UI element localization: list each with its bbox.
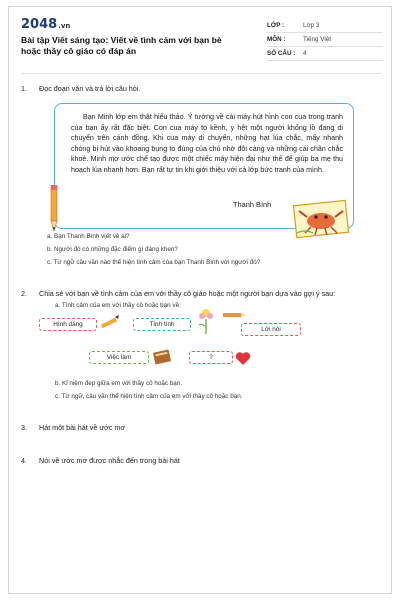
q1-sub-b: b. Người đó có những đặc điểm gì đáng khen?	[47, 246, 178, 253]
document-header	[21, 17, 381, 67]
question-text: Chia sẻ với bạn về tình cảm của em với thầy cô giáo hoặc một người bạn dựa vào gợi ý sau:	[39, 289, 336, 298]
site-logo[interactable]	[21, 17, 70, 32]
pencil-icon	[47, 185, 61, 233]
question-text: Nói về ước mơ được nhắc đến trong bài hát	[39, 456, 180, 465]
chip-personality: Tính tình	[133, 318, 191, 331]
document-title: Bài tập Viết sáng tạo: Viết về tình cảm với bạn bè hoặc thầy cô giáo có đáp án	[21, 35, 222, 56]
flower-icon	[193, 307, 219, 335]
question-number: 1.	[21, 84, 27, 93]
logo-main: 2048	[21, 17, 58, 32]
chip-words: Lời nói	[241, 323, 301, 336]
logo-suffix: .vn	[58, 22, 71, 30]
passage-author: Thanh Bình	[233, 200, 272, 209]
meta-table	[267, 19, 383, 61]
question-number: 2.	[21, 289, 27, 298]
question-number: 4.	[21, 456, 27, 465]
meta-key: MÔN :	[267, 36, 286, 43]
meta-value: 4	[303, 50, 307, 57]
crab-machine-drawing-icon	[291, 197, 351, 239]
document-page	[8, 6, 392, 594]
passage-text: Bạn Minh lớp em thật hiếu thảo. Ý tưởng về cái máy hút hình con cua trong tranh của bạn ấy rất đặc biệt. Con cua máy to kềnh, y hệt một người khổng lồ đang di chuyển trên cánh đồng. Khi cua máy di chuyển, những hạt lúa chắc, mẩy nhanh chóng bị hút vào khoang bụng to đùng của chú nhờ đôi càng và những cái chân chắc khoẻ. Minh mơ ước chế tạo được một chiếc máy hiện đại như thế để giúp ba mẹ thu hoạch lúa nhanh hơn. Bạn rất tự tin khi giới thiệu với cả lớp bức tranh của mình.	[71, 113, 343, 174]
chip-appearance: Hình dáng	[39, 318, 97, 331]
chip-actions: Việc làm	[89, 351, 149, 364]
chip-question: ?	[189, 351, 233, 364]
meta-row-subject	[267, 33, 383, 47]
q1-sub-a: a. Bạn Thanh Bình viết về ai?	[47, 233, 130, 240]
meta-row-class	[267, 19, 383, 33]
meta-value: Lớp 3	[303, 22, 320, 29]
q2-sub-a: a. Tình cảm của em với thầy cô hoặc bạn về:	[55, 302, 181, 309]
pencil-ruler-icon	[99, 313, 121, 333]
q2-sub-b: b. Kỉ niệm đẹp giữa em với thầy cô hoặc bạn.	[55, 380, 183, 387]
question-number: 3.	[21, 423, 27, 432]
q1-sub-c: c. Từ ngữ câu văn nào thể hiện tình cảm của bạn Thanh Bình với người đó?	[47, 259, 261, 266]
meta-value: Tiếng Việt	[303, 36, 332, 43]
question-text: Đọc đoạn văn và trả lời câu hỏi.	[39, 84, 141, 93]
book-icon	[151, 347, 173, 367]
q2-sub-c: c. Từ ngữ, câu văn thể hiện tình cảm của em với thầy cô hoặc bạn.	[55, 393, 243, 400]
meta-key: LỚP :	[267, 22, 285, 29]
pencil-small-icon	[221, 309, 247, 321]
meta-key: SỐ CÂU :	[267, 50, 296, 57]
meta-row-count	[267, 47, 383, 61]
header-divider	[21, 73, 381, 74]
question-text: Hát một bài hát về ước mơ	[39, 423, 126, 432]
heart-icon	[235, 351, 251, 366]
